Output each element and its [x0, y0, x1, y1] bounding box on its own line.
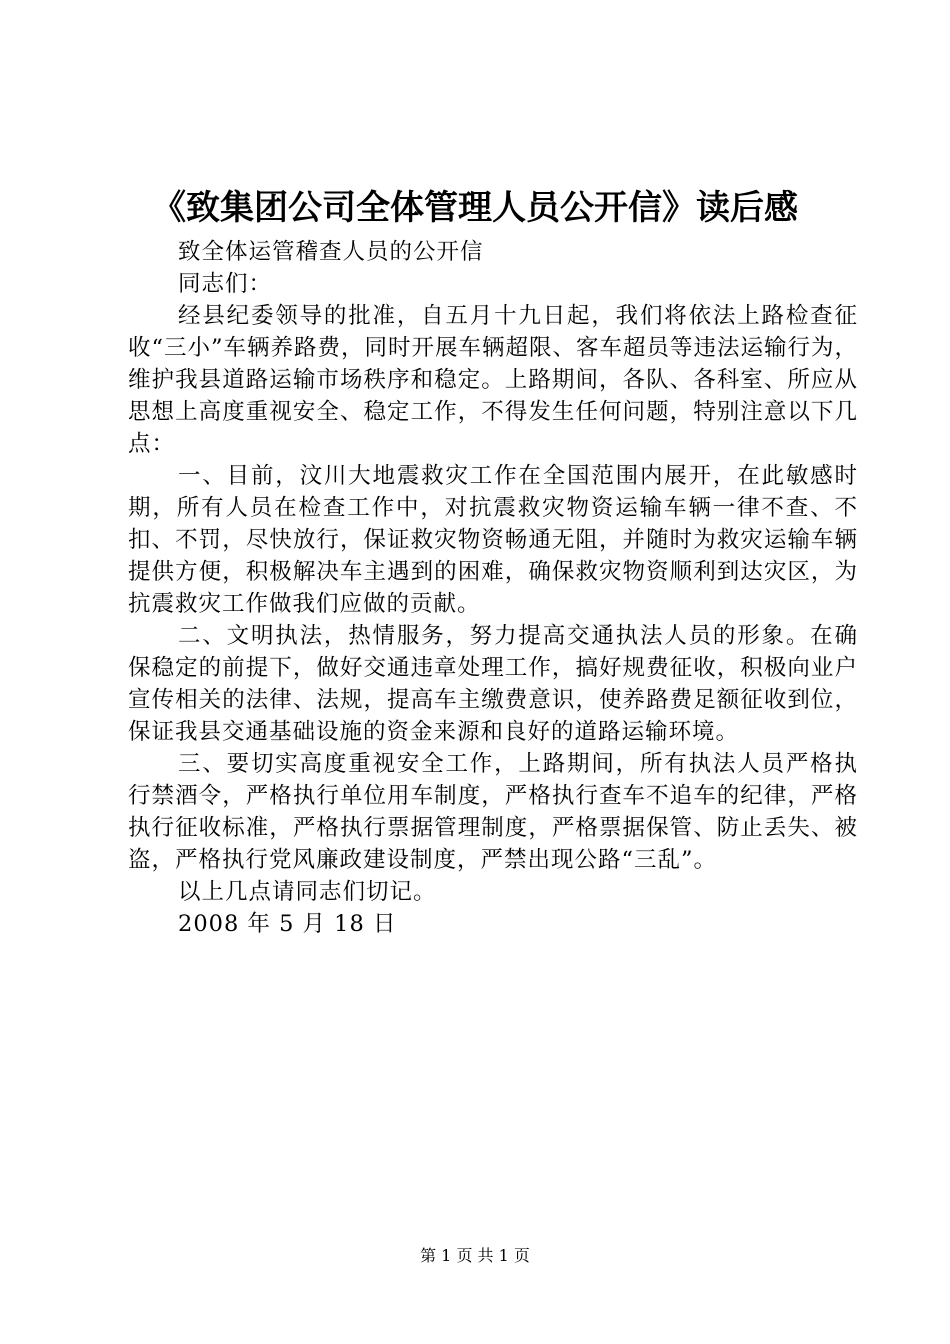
paragraph-intro: 经县纪委领导的批准，自五月十九日起，我们将依法上路检查征收“三小”车辆养路费，同时开展车辆超限、客车超员等违法运输行为，维护我县道路运输市场秩序和稳定。上路期间，各队、各科室、所应从思想上高度重视安全、稳定工作，不得发生任何问题，特别注意以下几点： [128, 303, 859, 457]
date-line: 2008 年 5 月 18 日 [178, 911, 397, 937]
paragraph-point-two: 二、文明执法，热情服务，努力提高交通执法人员的形象。在确保稳定的前提下，做好交通违章处理工作，搞好规费征收，积极向业户宣传相关的法律、法规，提高车主缴费意识，使养路费足额征收到位，保证我县交通基础设施的资金来源和良好的道路运输环境。 [128, 623, 858, 745]
page-footer: 第 1 页 共 1 页 [420, 1246, 530, 1265]
document-body [128, 236, 858, 940]
letter-heading: 致全体运管稽查人员的公开信 [178, 239, 484, 265]
document-title: 《致集团公司全体管理人员公开信》读后感 [152, 188, 798, 228]
closing-line: 以上几点请同志们切记。 [178, 879, 437, 905]
paragraph-point-three: 三、要切实高度重视安全工作，上路期间，所有执法人员严格执行禁酒令，严格执行单位用车制度，严格执行查车不追车的纪律，严格执行征收标准，严格执行票据管理制度，严格票据保管、防止丢失、被盗，严格执行党风廉政建设制度，严禁出现公路“三乱”。 [128, 751, 858, 873]
salutation: 同志们： [178, 271, 273, 297]
paragraph-point-one: 一、目前，汶川大地震救灾工作在全国范围内展开，在此敏感时期，所有人员在检查工作中，对抗震救灾物资运输车辆一律不查、不扣、不罚，尽快放行，保证救灾物资畅通无阻，并随时为救灾运输车辆提供方便，积极解决车主遇到的困难，确保救灾物资顺利到达灾区，为抗震救灾工作做我们应做的贡献。 [128, 463, 858, 617]
